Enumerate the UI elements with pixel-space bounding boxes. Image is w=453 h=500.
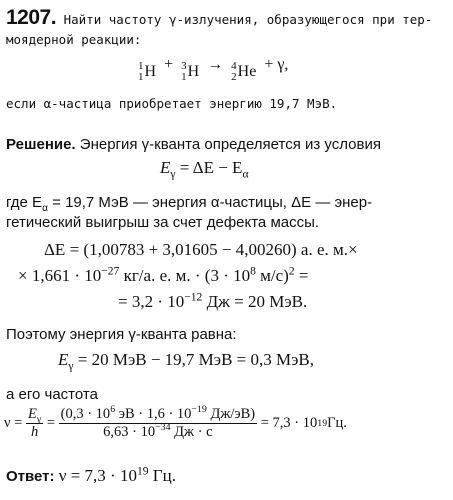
eq1-rhs: = ΔE − E <box>179 158 243 177</box>
eq1-rhs-sub: α <box>242 167 249 181</box>
where-line-1 <box>6 194 373 214</box>
reaction-arrow: → <box>207 56 224 73</box>
eq2-l2-a: × 1,661 · 10 <box>18 266 102 285</box>
nuclide-he4-symbol: He <box>237 63 257 80</box>
nuclide-he4 <box>231 61 256 83</box>
nuclide-h1-mass: 1 <box>138 60 144 72</box>
eq4-result-a: = 7,3 · 10 <box>260 415 318 431</box>
eq4-f1-num-sub: γ <box>36 413 42 425</box>
where-b: = 19,7 МэВ — энергия α-частицы, ΔE — энер- <box>47 194 373 211</box>
therefore-line: Поэтому энергия γ-кванта равна: <box>6 326 237 343</box>
eq2-l2-exp1: −27 <box>101 264 120 278</box>
equation-2-line-3 <box>118 292 307 312</box>
eq2-l2-b: кг/а. е. м. · (3 · 10 <box>119 266 251 285</box>
eq2-l2-c: м/с) <box>255 266 289 285</box>
where-line-2: гетический выигрыш за счет дефекта массы. <box>6 214 320 231</box>
nuclide-he4-charge: 2 <box>231 71 237 83</box>
problem-line-1 <box>6 6 432 30</box>
answer-line <box>6 466 176 486</box>
frequency-intro: а его частота <box>6 386 98 403</box>
eq4-fraction-2 <box>59 406 257 441</box>
where-a: где E <box>6 194 43 211</box>
problem-condition: если α-частица приобретает энергию 19,7 МэВ. <box>6 96 338 111</box>
equation-3 <box>58 350 315 373</box>
equation-1 <box>160 158 249 181</box>
reaction-tail: + γ, <box>264 56 289 73</box>
where-a-sub: α <box>42 203 48 214</box>
eq4-fraction-1 <box>26 406 43 441</box>
answer-exp: 19 <box>136 464 149 478</box>
eq4-f2-den-exp: −34 <box>155 422 171 434</box>
eq1-lhs-sub: γ <box>170 167 176 181</box>
eq4-f2-num-exp1: 6 <box>110 404 116 416</box>
eq4-nu: ν = <box>4 415 23 431</box>
eq3-lhs: E <box>58 350 69 369</box>
eq4-f2-den-b: Дж · с <box>170 424 213 440</box>
eq4-f1-num: E <box>27 406 37 422</box>
eq4-f2-num-b: эВ · 1,6 · 10 <box>115 406 192 422</box>
nuclide-h3-mass: 3 <box>181 60 187 72</box>
eq4-f2-num-a: (0,3 · 10 <box>60 406 111 422</box>
answer-label: Ответ: <box>6 468 55 485</box>
eq2-l2-exp3: 2 <box>288 264 295 278</box>
nuclide-he4-mass: 4 <box>231 60 237 72</box>
eq2-l2-exp2: 8 <box>250 264 256 278</box>
nuclide-h1-charge: 1 <box>138 71 144 83</box>
eq4-f1-den: h <box>30 424 39 440</box>
nuclide-h3 <box>181 61 199 83</box>
eq3-lhs-sub: γ <box>68 359 74 373</box>
eq1-lhs: E <box>160 158 171 177</box>
eq4-f2-num-c: Дж/эВ) <box>206 406 256 422</box>
eq4-result-b: Гц. <box>327 415 347 431</box>
nuclide-h1-symbol: H <box>144 63 157 80</box>
problem-line-2: моядерной реакции: <box>6 32 142 47</box>
eq2-l3-b: Дж = 20 МэВ. <box>202 292 308 311</box>
equation-2-line-2 <box>18 266 308 286</box>
solution-label: Решение. <box>6 136 76 153</box>
solution-intro: Энергия γ-кванта определяется из условия <box>79 136 381 153</box>
answer-text-b: Гц. <box>148 466 176 485</box>
eq2-l3-exp: −12 <box>184 290 203 304</box>
nuclide-h1 <box>138 61 156 83</box>
nuclide-h3-charge: 1 <box>181 71 187 83</box>
reaction-plus: + <box>164 56 174 73</box>
equation-2-line-1: ΔE = (1,00783 + 3,01605 − 4,00260) а. е. м.× <box>44 240 358 259</box>
eq4-f2-den-a: 6,63 · 10 <box>103 424 156 440</box>
equation-4: ν = $\frac{E_\gamma}{h}$ = $\frac{(0,3 \cdot 10^6 эВ \cdot 1,6 \cdot 10^{-19} Дж/эВ)}{6,63 \cdot 10^{-34} Дж \cdot с}$ = 7,3 · 10 19 Гц. <box>4 404 347 440</box>
eq4-f2-num-exp2: −19 <box>191 404 207 416</box>
eq2-l3-a: = 3,2 · 10 <box>118 292 185 311</box>
reaction-equation <box>138 56 288 83</box>
problem-number: 1207. <box>6 6 57 29</box>
solution-intro-line <box>6 136 381 153</box>
nuclide-h3-symbol: H <box>187 63 200 80</box>
problem-text-1: Найти частоту γ-излучения, образующегося при тер- <box>63 12 433 27</box>
eq2-l2-d: = <box>294 266 309 285</box>
eq3-rhs: = 20 МэВ − 19,7 МэВ = 0,3 МэВ, <box>73 350 315 369</box>
eq4-eq: = <box>46 415 56 431</box>
answer-text-a: ν = 7,3 · 10 <box>54 466 137 485</box>
